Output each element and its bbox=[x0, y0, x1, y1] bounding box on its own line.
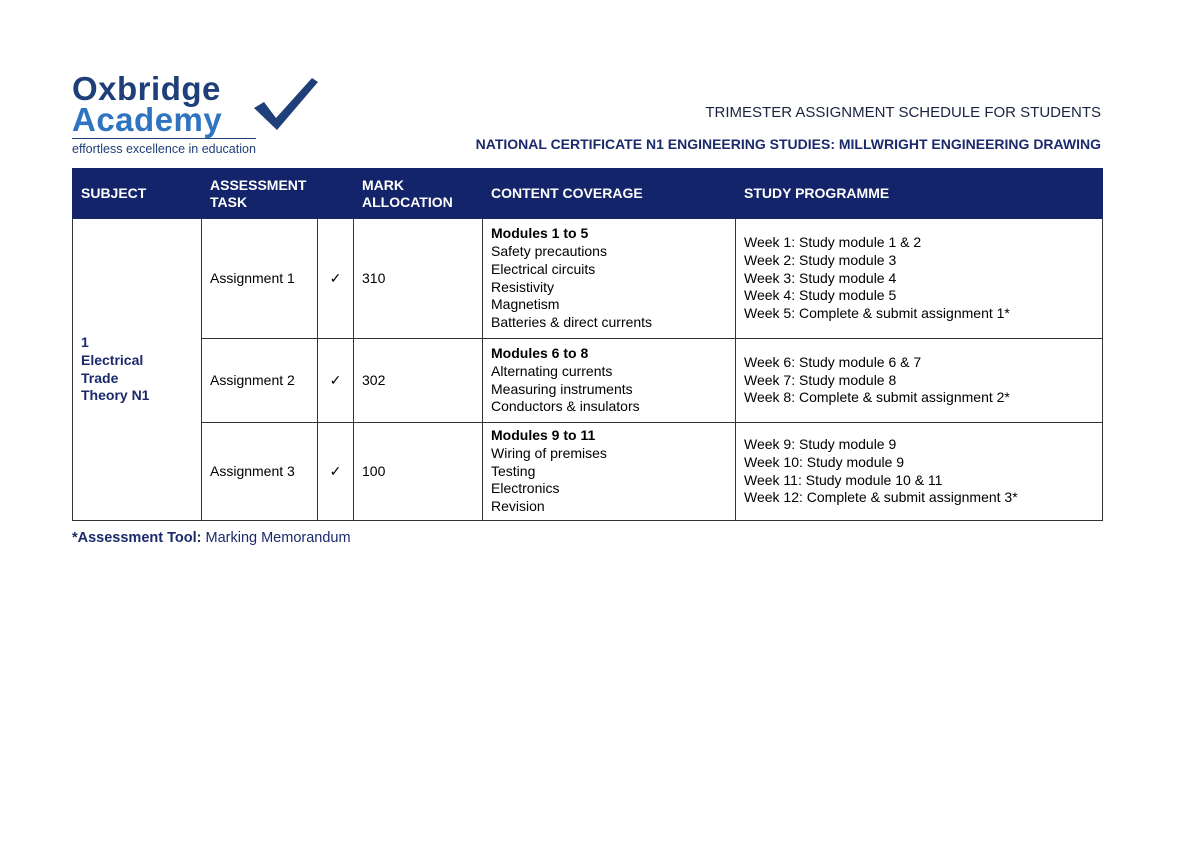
oxbridge-logo bbox=[72, 72, 312, 162]
topic-item: Magnetism bbox=[491, 296, 560, 313]
week-item: Week 3: Study module 4 bbox=[744, 269, 897, 286]
tick-icon: ✓ bbox=[318, 219, 354, 339]
topic-item: Batteries & direct currents bbox=[491, 313, 653, 330]
tick-icon: ✓ bbox=[318, 339, 354, 423]
mark-allocation: 100 bbox=[354, 423, 483, 521]
assessment-task: Assignment 1 bbox=[202, 219, 318, 339]
mark-allocation: 302 bbox=[354, 339, 483, 423]
page-title: TRIMESTER ASSIGNMENT SCHEDULE FOR STUDENTS bbox=[705, 104, 1101, 121]
table-row bbox=[73, 423, 1103, 521]
footnote bbox=[72, 530, 351, 546]
content-coverage bbox=[483, 339, 736, 423]
topic-item: Measuring instruments bbox=[491, 380, 633, 397]
subject-name-line: Electrical bbox=[81, 351, 144, 368]
tick-icon: ✓ bbox=[318, 423, 354, 521]
header-assessment-task: ASSESSMENT TASK bbox=[202, 169, 354, 219]
week-item: Week 6: Study module 6 & 7 bbox=[744, 353, 922, 370]
header-subject: SUBJECT bbox=[73, 169, 202, 219]
subject-number: 1 bbox=[81, 334, 89, 351]
page-subtitle: NATIONAL CERTIFICATE N1 ENGINEERING STUDIES: MILLWRIGHT ENGINEERING DRAWING bbox=[475, 136, 1101, 152]
topic-item: Wiring of premises bbox=[491, 444, 607, 461]
content-coverage bbox=[483, 219, 736, 339]
week-item: Week 5: Complete & submit assignment 1* bbox=[744, 305, 1010, 322]
schedule-table bbox=[72, 168, 1103, 521]
topic-item: Safety precautions bbox=[491, 243, 607, 260]
topic-item: Electrical circuits bbox=[491, 260, 596, 277]
week-item: Week 9: Study module 9 bbox=[744, 436, 897, 453]
logo-word-oxbridge: Oxbridge bbox=[72, 70, 221, 107]
table-header-row bbox=[73, 169, 1103, 219]
week-item: Week 8: Complete & submit assignment 2* bbox=[744, 389, 1010, 406]
subject-cell bbox=[73, 219, 202, 521]
module-title: Modules 1 to 5 bbox=[491, 225, 589, 242]
footnote-label: *Assessment Tool: bbox=[72, 530, 202, 546]
header-study-programme: STUDY PROGRAMME bbox=[736, 169, 1103, 219]
week-item: Week 4: Study module 5 bbox=[744, 287, 897, 304]
content-coverage bbox=[483, 423, 736, 521]
header-content-coverage: CONTENT COVERAGE bbox=[483, 169, 736, 219]
study-programme bbox=[736, 339, 1103, 423]
logo-tagline: effortless excellence in education bbox=[72, 142, 256, 156]
week-item: Week 2: Study module 3 bbox=[744, 251, 897, 268]
topic-item: Revision bbox=[491, 498, 545, 515]
topic-item: Alternating currents bbox=[491, 362, 613, 379]
week-item: Week 10: Study module 9 bbox=[744, 453, 905, 470]
week-item: Week 11: Study module 10 & 11 bbox=[744, 471, 943, 488]
header-mark-allocation: MARK ALLOCATION bbox=[354, 169, 483, 219]
subject-name-line: Theory N1 bbox=[81, 387, 150, 404]
week-item: Week 12: Complete & submit assignment 3* bbox=[744, 489, 1018, 506]
study-programme bbox=[736, 219, 1103, 339]
topic-item: Testing bbox=[491, 462, 536, 479]
mark-allocation: 310 bbox=[354, 219, 483, 339]
checkmark-icon bbox=[250, 74, 320, 134]
subject-name-line: Trade bbox=[81, 369, 119, 386]
footnote-value: Marking Memorandum bbox=[205, 530, 351, 546]
topic-item: Electronics bbox=[491, 480, 560, 497]
week-item: Week 1: Study module 1 & 2 bbox=[744, 234, 922, 251]
module-title: Modules 9 to 11 bbox=[491, 427, 596, 444]
week-item: Week 7: Study module 8 bbox=[744, 371, 897, 388]
module-title: Modules 6 to 8 bbox=[491, 345, 589, 362]
assessment-task: Assignment 3 bbox=[202, 423, 318, 521]
assessment-task: Assignment 2 bbox=[202, 339, 318, 423]
logo-word-academy: Academy bbox=[72, 101, 223, 138]
table-row bbox=[73, 219, 1103, 339]
topic-item: Resistivity bbox=[491, 278, 555, 295]
study-programme bbox=[736, 423, 1103, 521]
logo-divider bbox=[72, 138, 256, 139]
topic-item: Conductors & insulators bbox=[491, 398, 640, 415]
table-row bbox=[73, 339, 1103, 423]
